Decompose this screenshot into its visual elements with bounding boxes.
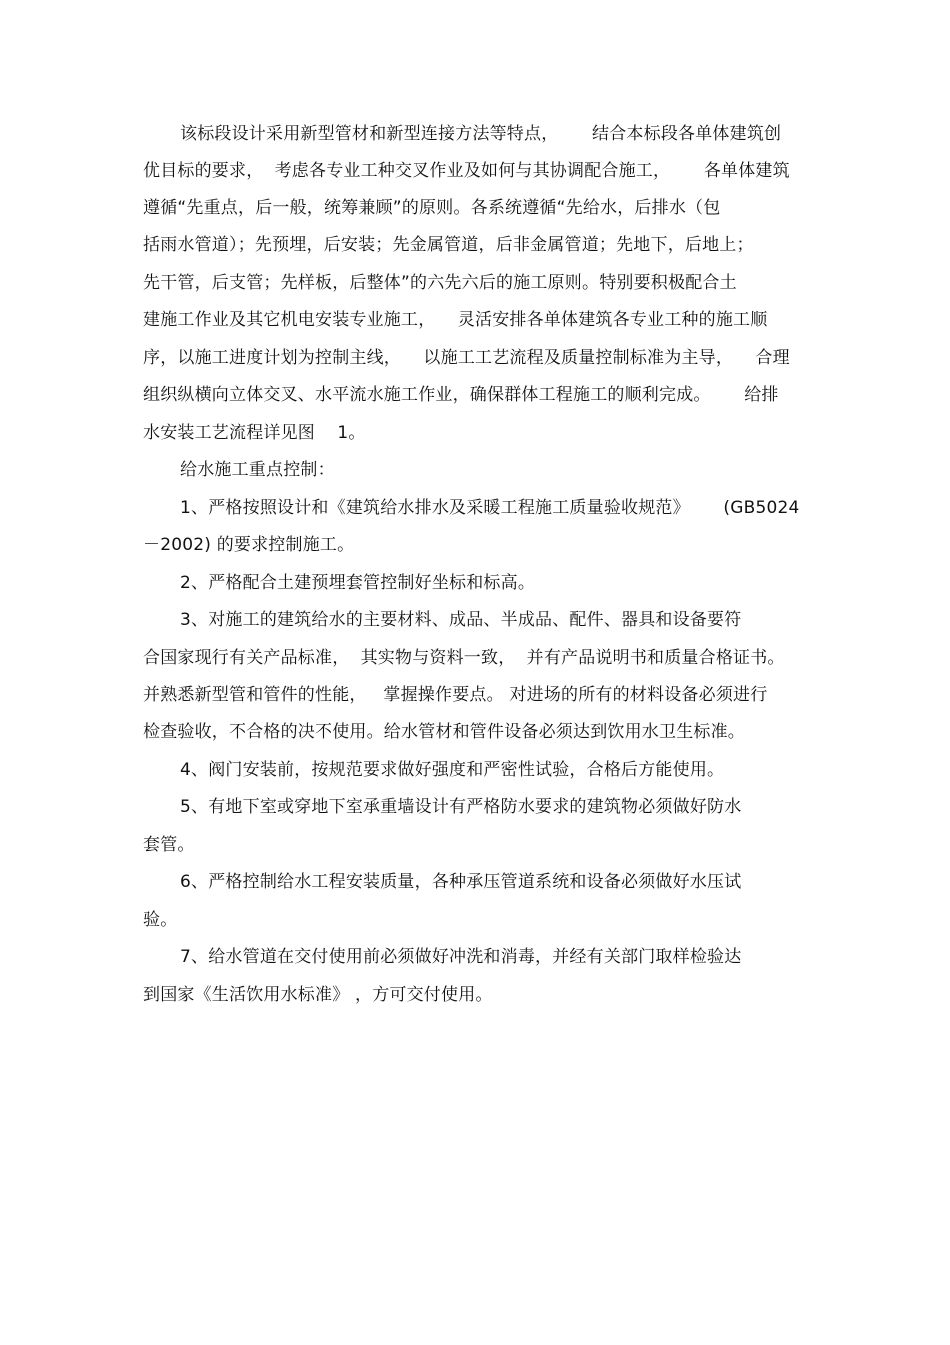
list-item: 2、严格配合土建预埋套管控制好坐标和标高。 (180, 573, 536, 593)
text-line: 优目标的要求， 考虑各专业工种交叉作业及如何与其协调配合施工， 各单体建筑 (143, 161, 790, 181)
text-line: 验。 (143, 910, 178, 930)
text-line: 合国家现行有关产品标准， 其实物与资料一致， 并有产品说明书和质量合格证书。 (143, 648, 785, 668)
text-line: 该标段设计采用新型管材和新型连接方法等特点， 结合本标段各单体建筑创 (180, 124, 782, 144)
text-line: 检查验收，不合格的决不使用。给水管材和管件设备必须达到饮用水卫生标准。 (143, 722, 745, 742)
text-line: 并熟悉新型管和管件的性能， 掌握操作要点。 对进场的所有的材料设备必须进行 (143, 685, 768, 705)
list-item: 1、严格按照设计和《建筑给水排水及采暖工程施工质量验收规范》 (GB5024 (180, 498, 800, 518)
list-item: 7、给水管道在交付使用前必须做好冲洗和消毒，并经有关部门取样检验达 (180, 947, 742, 967)
text-line: 组织纵横向立体交叉、水平流水施工作业，确保群体工程施工的顺利完成。 给排 (143, 385, 779, 405)
text-line: 遵循“先重点，后一般，统筹兼顾”的原则。各系统遵循“先给水，后排水（包 (143, 198, 721, 218)
text-line: 水安装工艺流程详见图 1。 (143, 423, 366, 443)
text-line: 到国家《生活饮用水标准》 ，方可交付使用。 (143, 985, 493, 1005)
text-line: －2002) 的要求控制施工。 (143, 535, 355, 555)
list-item: 4、阀门安装前，按规范要求做好强度和严密性试验，合格后方能使用。 (180, 760, 725, 780)
section-heading: 给水施工重点控制： (180, 460, 335, 480)
text-line: 套管。 (143, 835, 195, 855)
text-line: 先干管，后支管；先样板，后整体”的六先六后的施工原则。特别要积极配合土 (143, 273, 737, 293)
text-line: 括雨水管道）；先预埋，后安装；先金属管道，后非金属管道；先地下，后地上； (143, 235, 754, 255)
text-line: 建施工作业及其它机电安装专业施工， 灵活安排各单体建筑各专业工种的施工顺 (143, 310, 768, 330)
list-item: 3、对施工的建筑给水的主要材料、成品、半成品、配件、器具和设备要符 (180, 610, 742, 630)
list-item: 5、有地下室或穿地下室承重墙设计有严格防水要求的建筑物必须做好防水 (180, 797, 742, 817)
list-item: 6、严格控制给水工程安装质量，各种承压管道系统和设备必须做好水压试 (180, 872, 742, 892)
text-line: 序，以施工进度计划为控制主线， 以施工工艺流程及质量控制标准为主导， 合理 (143, 348, 790, 368)
